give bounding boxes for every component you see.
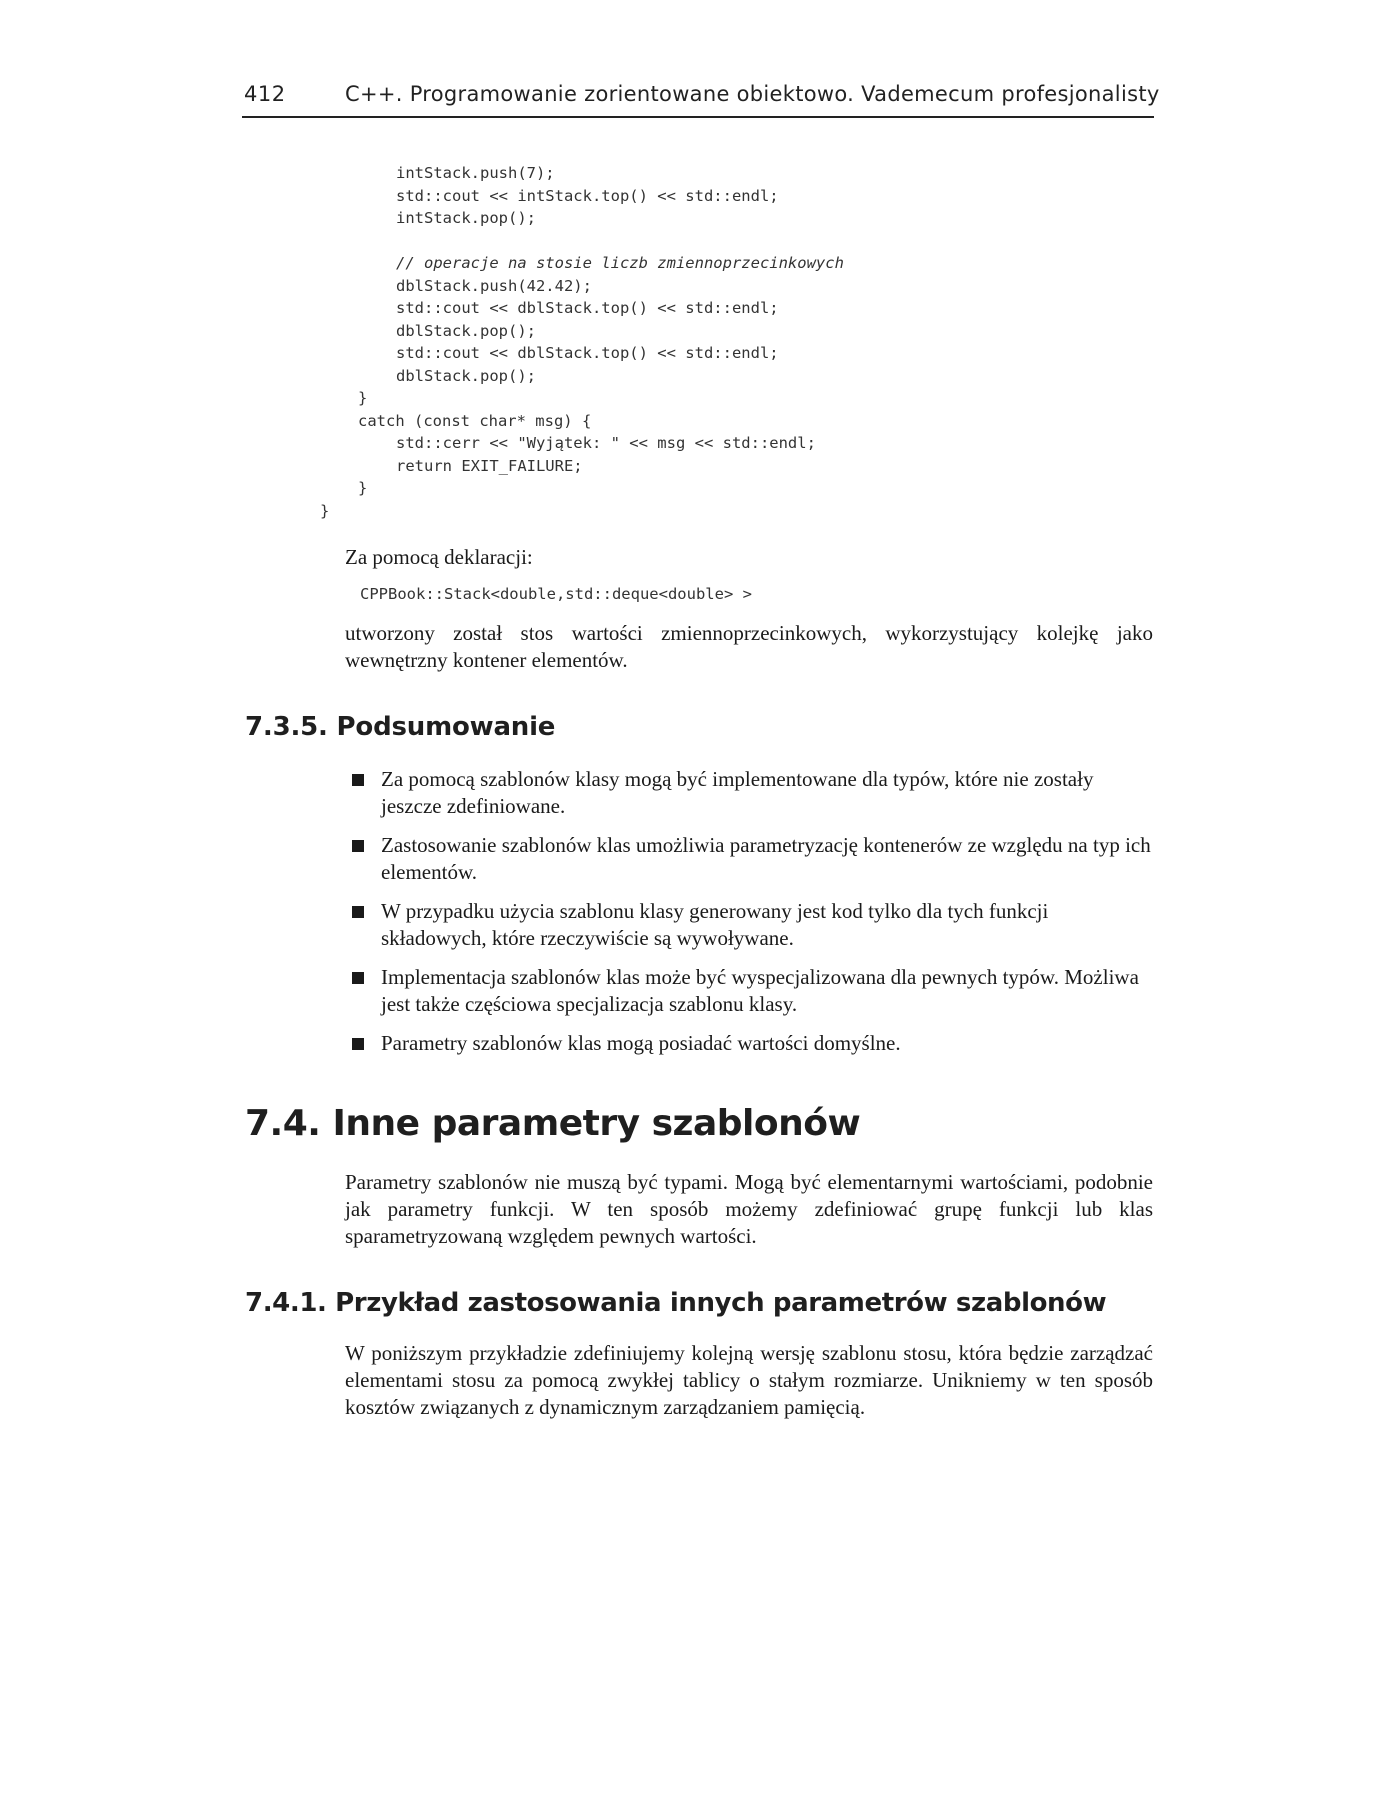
list-item — [352, 832, 1152, 886]
bullet-square-icon — [352, 1038, 364, 1050]
code-line: dblStack.pop(); — [396, 321, 536, 340]
list-item — [352, 1030, 1152, 1057]
code-line: std::cout << intStack.top() << std::endl; — [396, 186, 779, 205]
code-line — [320, 230, 844, 253]
list-item-text: Implementacja szablonów klas może być wyspecjalizowana dla pewnych typów. Możliwa jest także częściowa specjalizacja szablonu klasy. — [381, 965, 1139, 1016]
code-line: catch (const char* msg) { — [358, 411, 592, 430]
code-line: std::cout << dblStack.top() << std::endl; — [396, 344, 779, 362]
list-item — [352, 964, 1152, 1018]
bullet-square-icon — [352, 774, 364, 786]
bullet-square-icon — [352, 972, 364, 984]
section-heading-7-4: 7.4. Inne parametry szablonów — [245, 1103, 861, 1144]
list-item — [352, 766, 1152, 820]
declaration-outro: utworzony został stos wartości zmiennoprzecinkowych, wykorzystujący kolejkę jako wewnętrzny kontener elementów. — [345, 621, 1153, 672]
bullet-square-icon — [352, 840, 364, 852]
code-line: dblStack.pop(); — [396, 366, 536, 385]
code-line: intStack.push(7); — [396, 164, 555, 182]
book-title: C++. Programowanie zorientowane obiektowo. Vademecum profesjonalisty — [345, 82, 1160, 106]
bullet-square-icon — [352, 906, 364, 918]
list-item-text: Zastosowanie szablonów klas umożliwia parametryzację kontenerów ze względu na typ ich elementów. — [381, 833, 1151, 884]
code-line: } — [358, 389, 368, 407]
list-item-text: Parametry szablonów klas mogą posiadać wartości domyślne. — [381, 1031, 901, 1055]
code-line: intStack.pop(); — [396, 209, 536, 227]
running-header — [242, 82, 1160, 118]
code-line: std::cout << dblStack.top() << std::endl; — [396, 299, 779, 317]
code-line: std::cerr << "Wyjątek: " << msg << std::endl; — [396, 434, 816, 452]
summary-list — [352, 766, 1152, 1069]
list-item-text: Za pomocą szablonów klasy mogą być implementowane dla typów, które nie zostały jeszcze zdefiniowane. — [381, 767, 1094, 818]
section-heading-7-4-1: 7.4.1. Przykład zastosowania innych parametrów szablonów — [245, 1288, 1107, 1318]
list-item — [352, 898, 1152, 952]
page-number: 412 — [244, 82, 286, 106]
code-listing — [320, 162, 844, 522]
code-line: } — [358, 479, 368, 497]
code-line: } — [320, 501, 330, 520]
code-comment-line: // operacje na stosie liczb zmiennoprzecinkowych — [396, 254, 844, 272]
list-item-text: W przypadku użycia szablonu klasy generowany jest kod tylko dla tych funkcji składowych, które rzeczywiście są wywoływane. — [381, 899, 1049, 950]
code-line: dblStack.push(42.42); — [396, 276, 592, 295]
section-7-4-1-paragraph: W poniższym przykładzie zdefiniujemy kolejną wersję szablonu stosu, która będzie zarządzać elementami stosu za pomocą zwykłej tablicy o stałym rozmiarze. Unikniemy w ten sposób kosztów związanych z dynamicznym zarządzaniem pamięcią. — [345, 1341, 1153, 1419]
section-heading-7-3-5: 7.3.5. Podsumowanie — [245, 712, 556, 742]
declaration-intro: Za pomocą deklaracji: — [345, 545, 533, 569]
declaration-code: CPPBook::Stack<double,std::deque<double> > — [360, 585, 752, 603]
section-7-4-paragraph: Parametry szablonów nie muszą być typami. Mogą być elementarnymi wartościami, podobnie jak parametry funkcji. W ten sposób możemy zdefiniować grupę funkcji lub klas sparametryzowaną względem pewnych wartości. — [345, 1170, 1153, 1248]
code-line: return EXIT_FAILURE; — [396, 456, 583, 475]
